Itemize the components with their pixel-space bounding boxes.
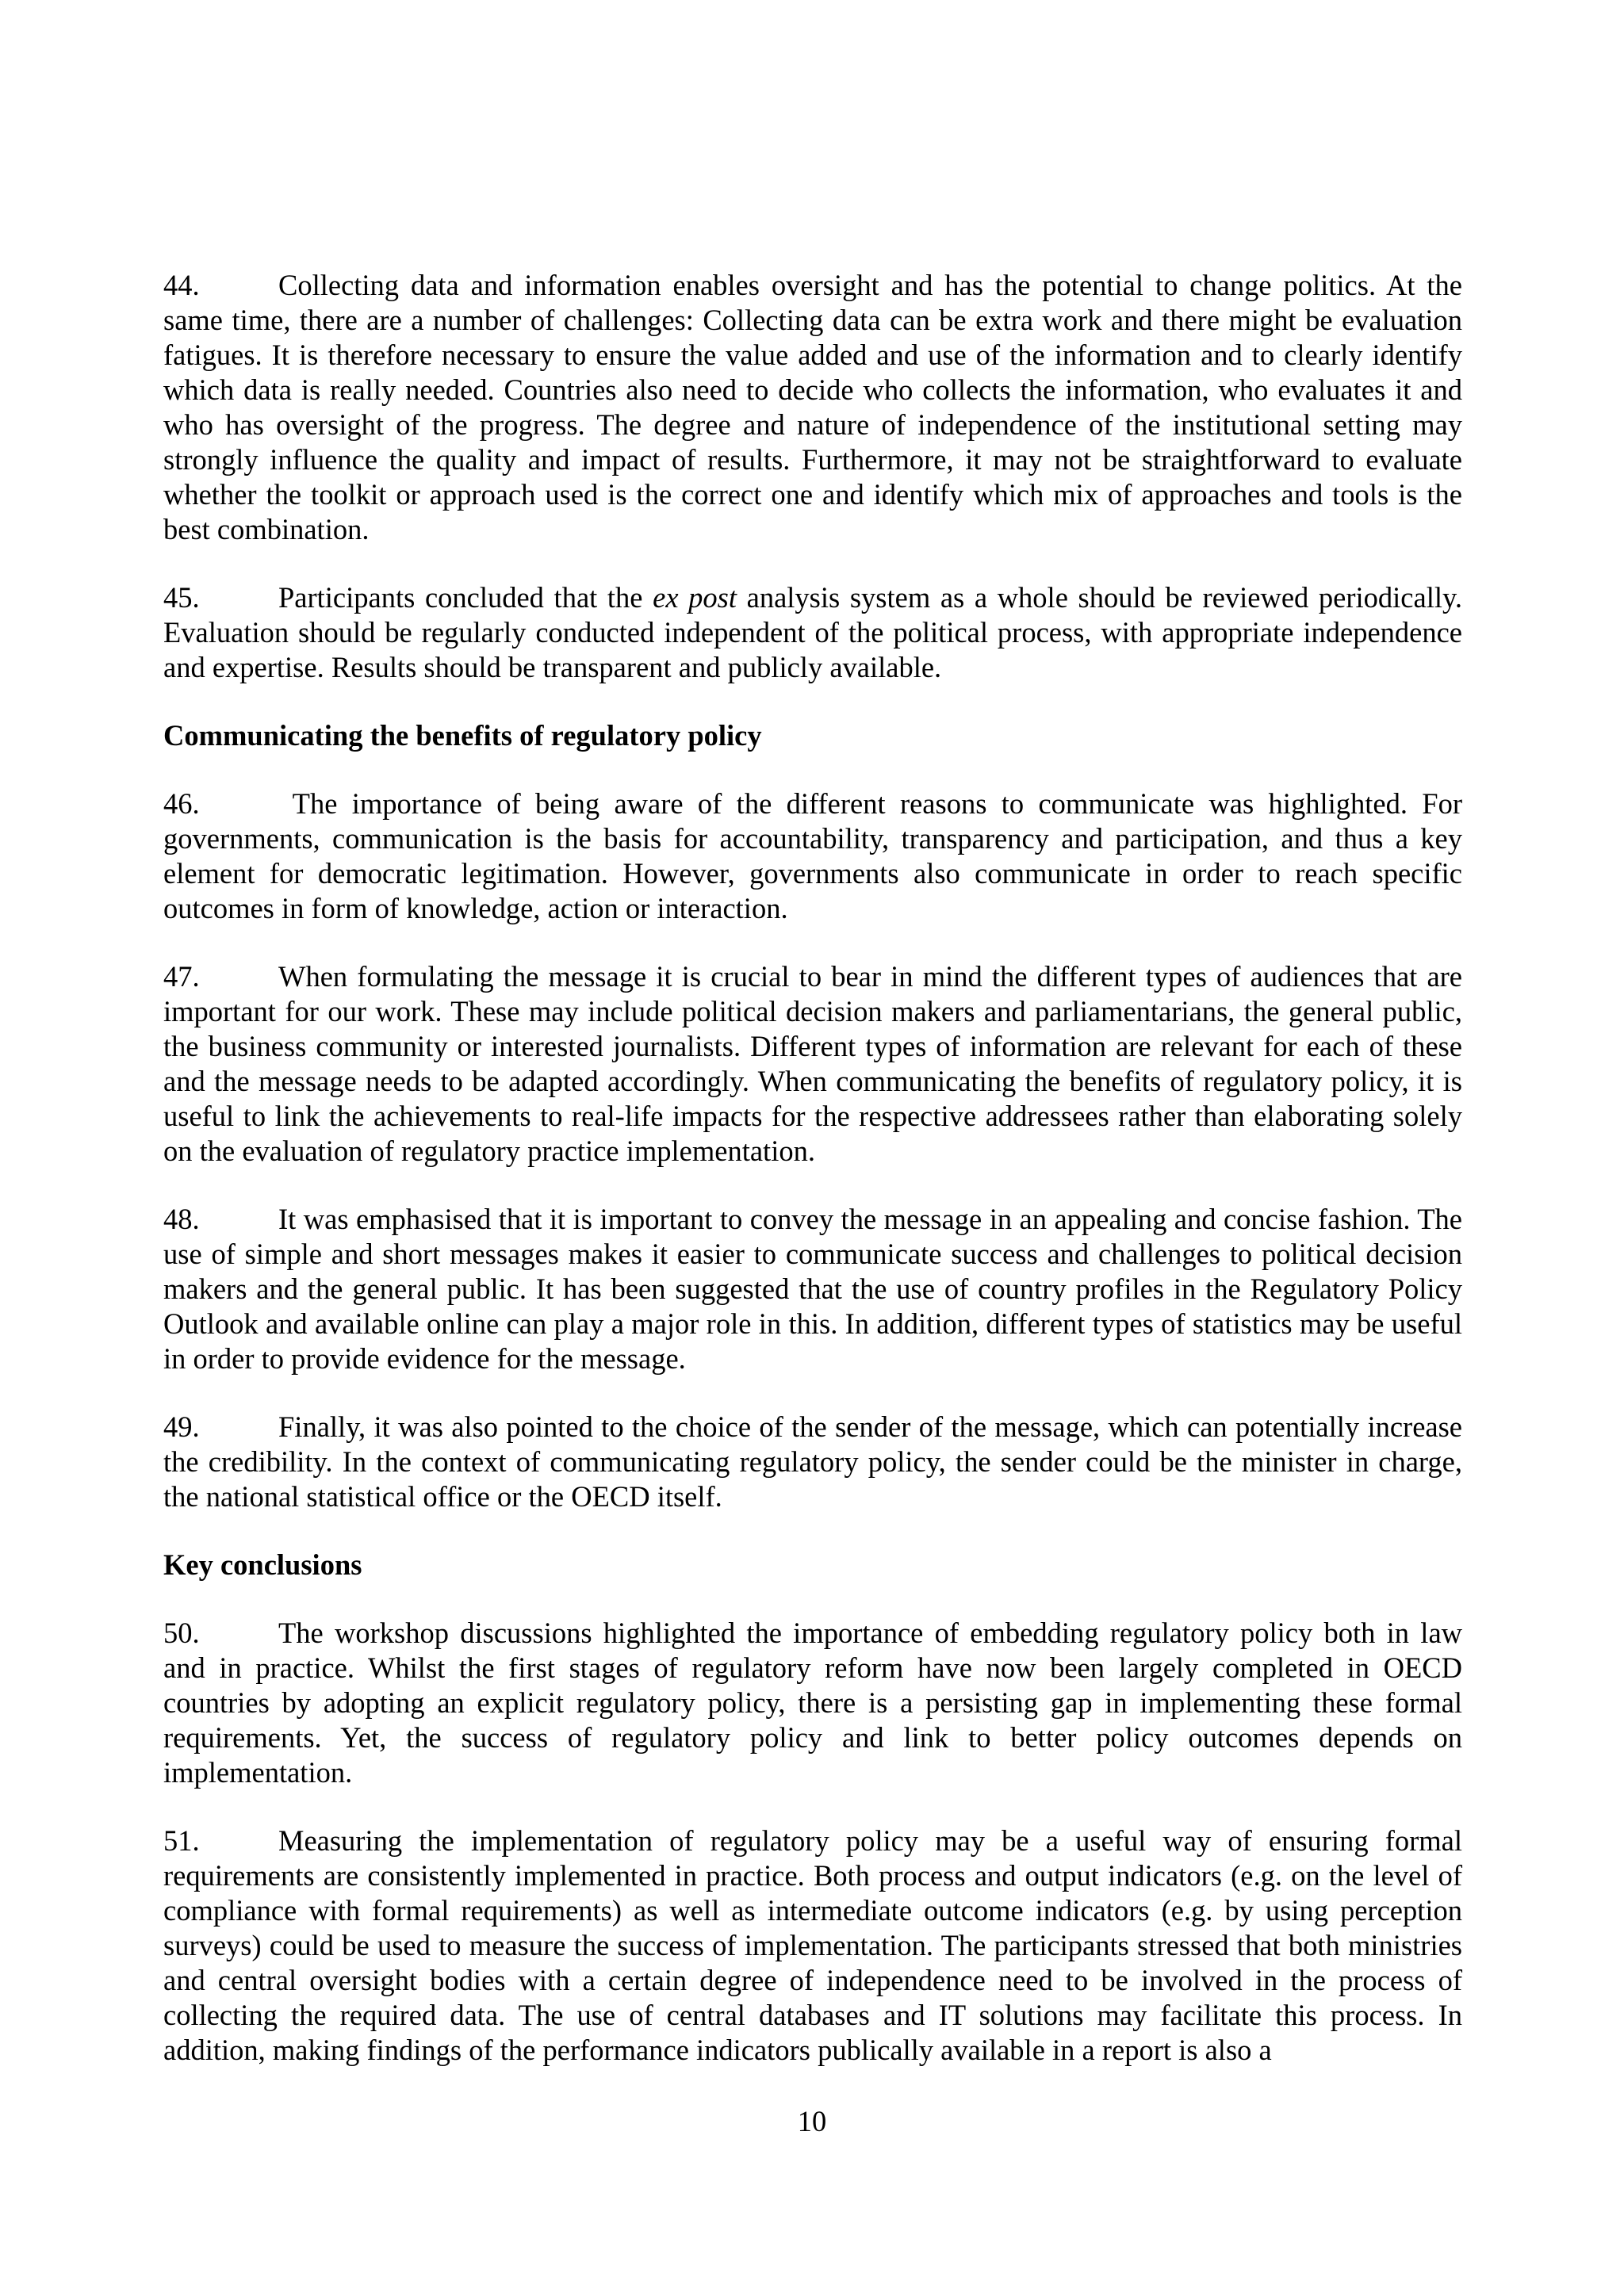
paragraph-47	[163, 959, 1462, 1169]
page-number: 10	[797, 2105, 827, 2137]
paragraph-48	[163, 1202, 1462, 1376]
paragraph-number: 46.	[163, 787, 200, 820]
paragraph-number: 49.	[163, 1410, 200, 1443]
paragraph-51	[163, 1823, 1462, 2068]
paragraph-text: Participants concluded that the	[278, 581, 653, 614]
paragraph-text: Measuring the implementation of regulatory policy may be a useful way of ensuring formal requirements are consistently implemented in practice. Both process and output indicators (e.g. on the level of compliance with formal requirements) as well as intermediate outcome indicators (e.g. by using perception surveys) could be used to measure the success of implementation. The participants stressed that both ministries and central oversight bodies with a certain degree of independence need to be involved in the process of collecting the required data. The use of central databases and IT solutions may facilitate this process. In addition, making findings of the performance indicators publically available in a report is also a	[163, 1824, 1462, 2066]
paragraph-text: When formulating the message it is crucial to bear in mind the different types of audiences that are important for our work. These may include political decision makers and parliamentarians, the general public, the business community or interested journalists. Different types of information are relevant for each of these and the message needs to be adapted accordingly. When communicating the benefits of regulatory policy, it is useful to link the achievements to real-life impacts for the respective addressees rather than elaborating solely on the evaluation of regulatory practice implementation.	[163, 960, 1462, 1167]
paragraph-text: It was emphasised that it is important to convey the message in an appealing and concise fashion. The use of simple and short messages makes it easier to communicate success and challenges to political decision makers and the general public. It has been suggested that the use of country profiles in the Regulatory Policy Outlook and available online can play a major role in this. In addition, different types of statistics may be useful in order to provide evidence for the message.	[163, 1203, 1462, 1375]
paragraph-number: 47.	[163, 960, 200, 993]
paragraph-text: The workshop discussions highlighted the importance of embedding regulatory policy both in law and in practice. Whilst the first stages of regulatory reform have now been largely completed in OECD countries by adopting an explicit regulatory policy, there is a persisting gap in implementing these formal requirements. Yet, the success of regulatory policy and link to better policy outcomes depends on implementation.	[163, 1617, 1462, 1789]
paragraph-number: 44.	[163, 269, 200, 301]
paragraph-number: 50.	[163, 1617, 200, 1649]
paragraph-number: 51.	[163, 1824, 200, 1857]
paragraph-text: analysis system as a whole should be reviewed periodically. Evaluation should be regularly conducted independent of the political process, with appropriate independence and expertise. Results should be transparent and publicly available.	[163, 581, 1462, 683]
section-heading-key-conclusions: Key conclusions	[163, 1548, 362, 1581]
emphasis-text: ex post	[653, 581, 737, 614]
paragraph-number: 45.	[163, 581, 200, 614]
paragraph-46	[163, 786, 1462, 926]
paragraph-50	[163, 1616, 1462, 1790]
paragraph-number: 48.	[163, 1203, 200, 1235]
section-heading-communicating: Communicating the benefits of regulatory policy	[163, 719, 762, 752]
paragraph-text: Collecting data and information enables oversight and has the potential to change politics. At the same time, there are a number of challenges: Collecting data can be extra work and there might be evaluation fatigues. It is therefore necessary to ensure the value added and use of the information and to clearly identify which data is really needed. Countries also need to decide who collects the information, who evaluates it and who has oversight of the progress. The degree and nature of independence of the institutional setting may strongly influence the quality and impact of results. Furthermore, it may not be straightforward to evaluate whether the toolkit or approach used is the correct one and identify which mix of approaches and tools is the best combination.	[163, 269, 1462, 545]
page-body	[163, 268, 1462, 2101]
paragraph-text: The importance of being aware of the different reasons to communicate was highlighted. For governments, communication is the basis for accountability, transparency and participation, and thus a key element for democratic legitimation. However, governments also communicate in order to reach specific outcomes in form of knowledge, action or interaction.	[163, 787, 1462, 924]
paragraph-45	[163, 580, 1462, 685]
paragraph-text: Finally, it was also pointed to the choice of the sender of the message, which can potentially increase the credibility. In the context of communicating regulatory policy, the sender could be the minister in charge, the national statistical office or the OECD itself.	[163, 1410, 1462, 1513]
paragraph-49	[163, 1410, 1462, 1514]
paragraph-44	[163, 268, 1462, 547]
